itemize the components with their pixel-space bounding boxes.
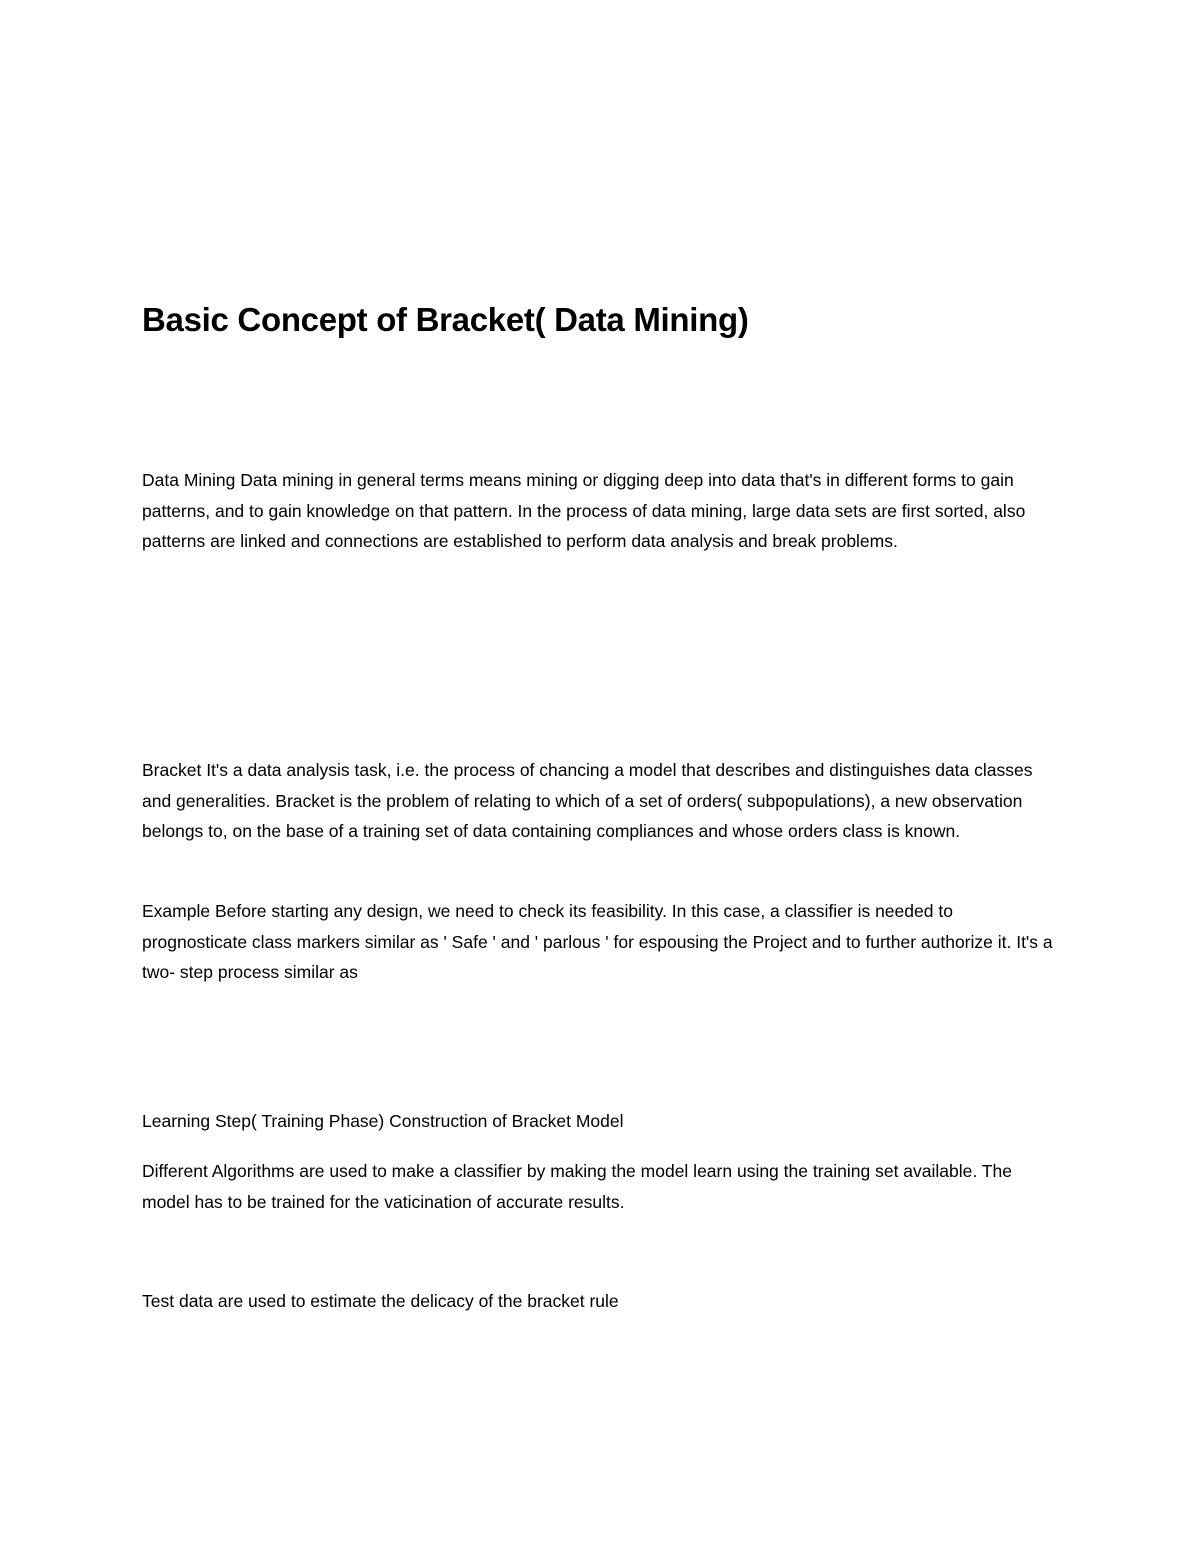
paragraph-data-mining: Data Mining Data mining in general terms means mining or digging deep into data that's in different forms to gain patterns, and to gain knowledge on that pattern. In the process of data mining, large data sets are first sorted, also patterns are linked and connections are established to perform data analysis and break problems. <box>142 470 1026 551</box>
paragraph-learning-step: Learning Step( Training Phase) Construction of Bracket Model <box>142 1111 624 1131</box>
paragraph-test-data: Test data are used to estimate the delicacy of the bracket rule <box>142 1291 619 1311</box>
paragraph-bracket: Bracket It's a data analysis task, i.e. the process of chancing a model that describes and distinguishes data classes and generalities. Bracket is the problem of relating to which of a set of orders( subpopulations), a new observation belongs to, on the base of a training set of data containing compliances and whose orders class is known. <box>142 760 1033 841</box>
document-title: Basic Concept of Bracket( Data Mining) <box>142 301 749 338</box>
paragraph-algorithms: Different Algorithms are used to make a classifier by making the model learn using the training set available. The model has to be trained for the vaticination of accurate results. <box>142 1161 1012 1212</box>
paragraph-example: Example Before starting any design, we need to check its feasibility. In this case, a classifier is needed to prognosticate class markers similar as ' Safe ' and ' parlous ' for espousing the Project and to further authorize it. It's a two- step process similar as <box>142 901 1053 982</box>
